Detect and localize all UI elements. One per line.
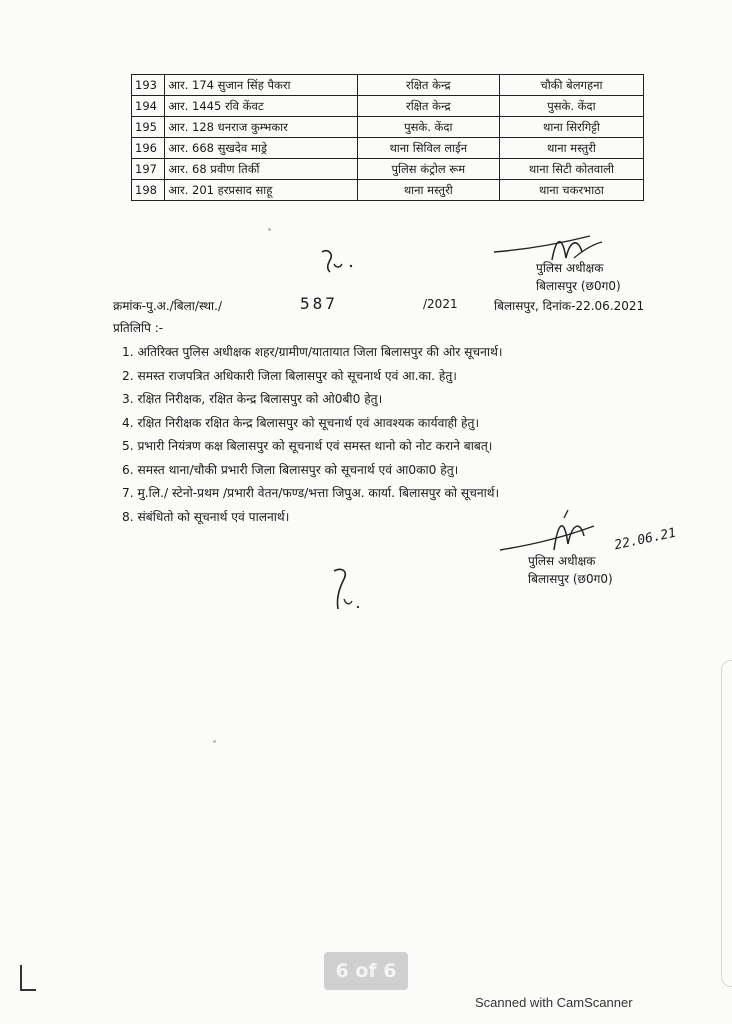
transfer-table — [131, 74, 644, 201]
scan-speck — [213, 740, 216, 743]
handwritten-date: 22.06.21 — [613, 525, 678, 554]
signature-bottom-icon — [494, 506, 624, 556]
table-row — [132, 96, 644, 117]
copy-to-list — [122, 342, 503, 530]
table-cell-name: आर. 1445 रवि केंवट — [165, 96, 358, 117]
page-corner-mark — [20, 965, 36, 991]
copy-list-item: 5. प्रभारी नियंत्रण कक्ष बिलासपुर को सूचनार्थ एवं समस्त थानो को नोट कराने बाबत्। — [122, 439, 493, 453]
copy-list-item: 2. समस्त राजपत्रित अधिकारी जिला बिलासपुर को सूचनार्थ एवं आ.का. हेतु। — [122, 368, 457, 383]
reference-number: 587 — [300, 294, 338, 313]
table-cell-to: थाना चकरभाठा — [499, 180, 643, 201]
scan-speck — [268, 228, 271, 231]
table-row — [132, 75, 644, 96]
side-scroll-handle[interactable] — [721, 660, 732, 987]
table-cell-to: पुसके. केंदा — [499, 96, 643, 117]
reference-year: /2021 — [423, 297, 458, 311]
reference-line — [113, 294, 673, 317]
table-cell-name: आर. 128 धनराज कुम्भकार — [165, 117, 358, 138]
signature-top-title: पुलिस अधीक्षक — [536, 261, 604, 275]
table-cell-from: थाना मस्तुरी — [357, 180, 499, 201]
copy-list-item: 7. मु.लि./ स्टेनो-प्रथम /प्रभारी वेतन/फण्ड/भत्ता जिपुअ. कार्या. बिलासपुर को सूचनार्थ। — [122, 486, 500, 500]
copy-list-item: 4. रक्षित निरीक्षक रक्षित केन्द्र बिलासपुर को सूचनार्थ एवं आवश्यक कार्यवाही हेतु। — [122, 415, 480, 430]
table-cell-num: 196 — [132, 138, 165, 159]
copy-list-item: 6. समस्त थाना/चौकी प्रभारी जिला बिलासपुर को सूचनार्थ एवं आ0का0 हेतु। — [122, 462, 459, 477]
table-row — [132, 138, 644, 159]
table-cell-num: 193 — [132, 75, 165, 96]
table-cell-num: 197 — [132, 159, 165, 180]
scanner-credit: Scanned with CamScanner — [475, 995, 633, 1010]
table-cell-from: रक्षित केन्द्र — [357, 96, 499, 117]
table-cell-name: आर. 174 सुजान सिंह पैकरा — [165, 75, 358, 96]
reference-date: बिलासपुर, दिनांक-22.06.2021 — [494, 299, 645, 313]
table-cell-from: पुसके. केंदा — [357, 117, 499, 138]
signature-block-top — [536, 259, 621, 295]
table-row — [132, 159, 644, 180]
table-cell-to: थाना मस्तुरी — [499, 138, 643, 159]
table-row — [132, 117, 644, 138]
handwritten-initial-top — [318, 246, 358, 276]
table-cell-name: आर. 201 हरप्रसाद साहू — [165, 180, 358, 201]
copy-list-item: 1. अतिरिक्त पुलिस अधीक्षक शहर/ग्रामीण/यातायात जिला बिलासपुर की ओर सूचनार्थ। — [122, 345, 503, 359]
signature-bottom-place: बिलासपुर (छ0ग0) — [528, 572, 613, 586]
table-cell-from: थाना सिविल लाईन — [357, 138, 499, 159]
table-cell-to: थाना सिटी कोतवाली — [499, 159, 643, 180]
table-cell-name: आर. 668 सुखदेव माड्रे — [165, 138, 358, 159]
table-cell-name: आर. 68 प्रवीण तिर्की — [165, 159, 358, 180]
table-cell-num: 194 — [132, 96, 165, 117]
table-cell-to: चौकी बेलगहना — [499, 75, 643, 96]
signature-block-bottom — [528, 552, 613, 588]
copy-list-item: 3. रक्षित निरीक्षक, रक्षित केन्द्र बिलासपुर को ओ0बी0 हेतु। — [122, 392, 383, 406]
reference-prefix: क्रमांक-पु.अ./बिला/स्था./ — [113, 299, 223, 313]
table-cell-from: रक्षित केन्द्र — [357, 75, 499, 96]
table-row — [132, 180, 644, 201]
signature-top-place: बिलासपुर (छ0ग0) — [536, 279, 621, 293]
page-indicator: 6 of 6 — [324, 952, 408, 990]
table-cell-to: थाना सिरगिट्टी — [499, 117, 643, 138]
copy-to-label: प्रतिलिपि :- — [113, 321, 164, 335]
transfer-table-body — [132, 75, 644, 201]
handwritten-initial-bottom — [330, 565, 370, 615]
table-cell-from: पुलिस कंट्रोल रूम — [357, 159, 499, 180]
copy-list-item: 8. संबंधितो को सूचनार्थ एवं पालनार्थ। — [122, 509, 290, 524]
table-cell-num: 198 — [132, 180, 165, 201]
table-cell-num: 195 — [132, 117, 165, 138]
signature-bottom-title: पुलिस अधीक्षक — [528, 554, 596, 568]
